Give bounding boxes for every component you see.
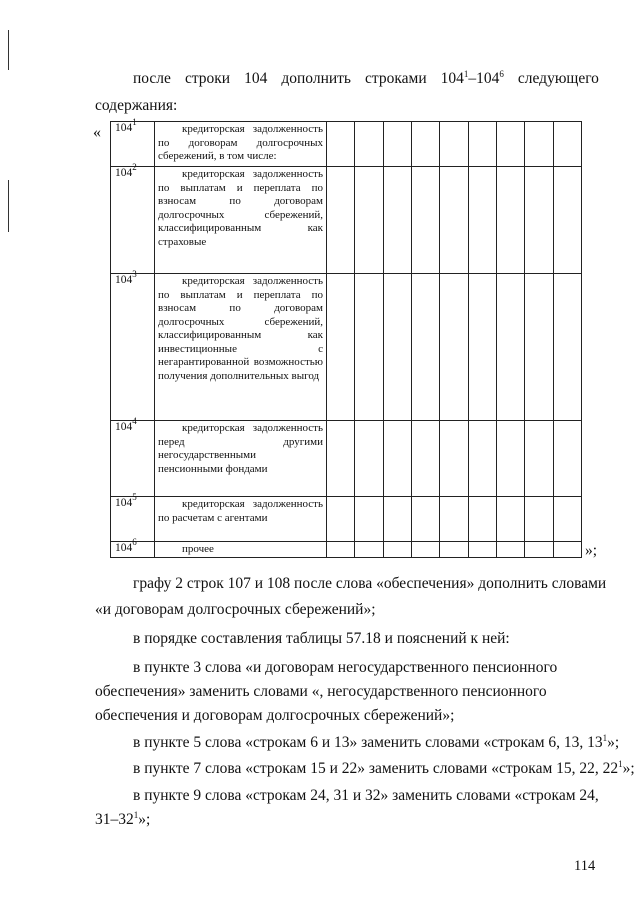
intro-word: 104: [244, 70, 268, 87]
intro-line-2: содержания:: [95, 97, 178, 114]
table-row: [111, 122, 582, 167]
table-row: [111, 497, 582, 542]
p5: в пункте 7 слова «строкам 15 и 22» заменить словами «строкам 15, 22, $22^1$»;: [133, 759, 635, 777]
row-description: прочее: [155, 542, 327, 558]
row-description: кредиторская задолженность перед другими негосударственными пенсионными фондами: [155, 421, 327, 497]
open-quote: «: [93, 124, 101, 141]
row-code: $104^1$: [111, 122, 155, 167]
row-code: $104^4$: [111, 421, 155, 497]
p2: в порядке составления таблицы 57.18 и пояснений к ней:: [133, 630, 510, 647]
p4: в пункте 5 слова «строкам 6 и 13» заменить словами «строкам 6, 13, $13^1$»;: [133, 733, 620, 751]
table-row: [111, 542, 582, 558]
p3-line1: в пункте 3 слова «и договорам негосударственного пенсионного: [133, 659, 558, 676]
intro-word: дополнить: [281, 70, 352, 87]
p6-line1: в пункте 9 слова «строкам 24, 31 и 32» заменить словами «строкам 24,: [133, 787, 599, 804]
row-description: кредиторская задолженность по расчетам с агентами: [155, 497, 327, 542]
row-code: $104^3$: [111, 274, 155, 421]
table-row: [111, 167, 582, 274]
p1-line2: «и договорам долгосрочных сбережений»;: [95, 601, 376, 618]
row-code: $104^2$: [111, 167, 155, 274]
table-row: [111, 274, 582, 421]
margin-mark-bottom: [8, 180, 9, 232]
intro-line: [133, 69, 599, 89]
row-description: кредиторская задолженность по выплатам и переплата по взносам по договорам долгосрочных сбережений, классифицированным как инвестиционные с негарантированной возможностью получения дополнительных выгод: [155, 274, 327, 421]
margin-mark-top: [8, 30, 9, 70]
p6-line2: $31-32^1$»;: [95, 810, 151, 828]
intro-word: после: [133, 70, 171, 87]
p1-line1: графу 2 строк 107 и 108 после слова «обеспечения» дополнить словами: [133, 575, 607, 592]
page-number: 114: [574, 858, 596, 874]
intro-word: строками: [365, 70, 427, 87]
row-code: $104^6$: [111, 542, 155, 558]
intro-range: $104^1-104^6$: [440, 69, 504, 87]
row-code: $104^5$: [111, 497, 155, 542]
close-quote: »;: [585, 542, 598, 559]
p3-line3: обеспечения и договорам долгосрочных сбережений»;: [95, 707, 455, 724]
p3-line2: обеспечения» заменить словами «, негосударственного пенсионного: [95, 683, 547, 700]
table-row: [111, 421, 582, 497]
intro-word: строки: [184, 70, 231, 87]
row-description: кредиторская задолженность по договорам долгосрочных сбережений, в том числе:: [155, 122, 327, 167]
intro-word: следующего: [517, 70, 599, 87]
row-description: кредиторская задолженность по выплатам и переплата по взносам по договорам долгосрочных сбережений, классифицированным как страховые: [155, 167, 327, 274]
amendment-table: [110, 117, 582, 558]
